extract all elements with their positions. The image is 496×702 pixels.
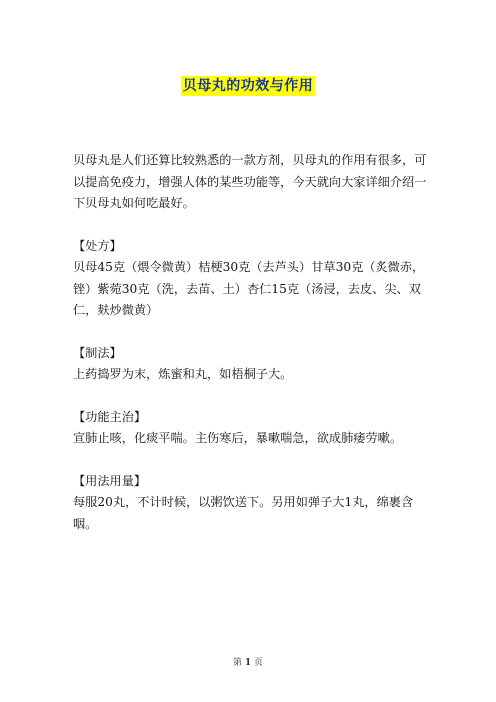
section-heading-prescription: 【处方】 <box>73 238 122 253</box>
section-heading-dosage: 【用法用量】 <box>73 473 147 488</box>
section-text-indications: 宣肺止咳，化痰平喘。主伤寒后，暴嗽喘急，欲成肺痿劳嗽。 <box>73 431 403 445</box>
intro-paragraph: 贝母丸是人们还算比较熟悉的一款方剂，贝母丸的作用有很多，可以提高免疫力，增强人体的某些功能等，今天就向大家详细介绍一下贝母丸如何吃最好。 <box>73 153 427 210</box>
footer-suffix: 页 <box>254 658 264 668</box>
section-heading-indications: 【功能主治】 <box>73 409 147 424</box>
section-text-prescription: 贝母45克（煨令微黄）桔梗30克（去芦头）甘草30克（炙微赤，锉）紫菀30克（洗，去苗、土）杏仁15克（汤浸，去皮、尖、双仁，麸炒微黄） <box>73 260 425 317</box>
spacer <box>73 386 433 407</box>
spacer <box>73 215 433 236</box>
section-heading-preparation: 【制法】 <box>73 345 122 360</box>
footer-prefix: 第 <box>232 658 242 668</box>
section-text-preparation: 上药捣罗为末，炼蜜和丸，如梧桐子大。 <box>73 367 293 381</box>
spacer <box>73 450 433 471</box>
page-footer <box>0 655 496 668</box>
document-title: 贝母丸的功效与作用 <box>182 78 314 94</box>
section-text-dosage: 每服20丸，不计时候，以粥饮送下。另用如弹子大1丸，绵裹含咽。 <box>73 495 414 531</box>
document-body <box>73 150 433 535</box>
page-number: 1 <box>244 658 252 668</box>
title-container <box>0 75 496 96</box>
spacer <box>73 322 433 343</box>
